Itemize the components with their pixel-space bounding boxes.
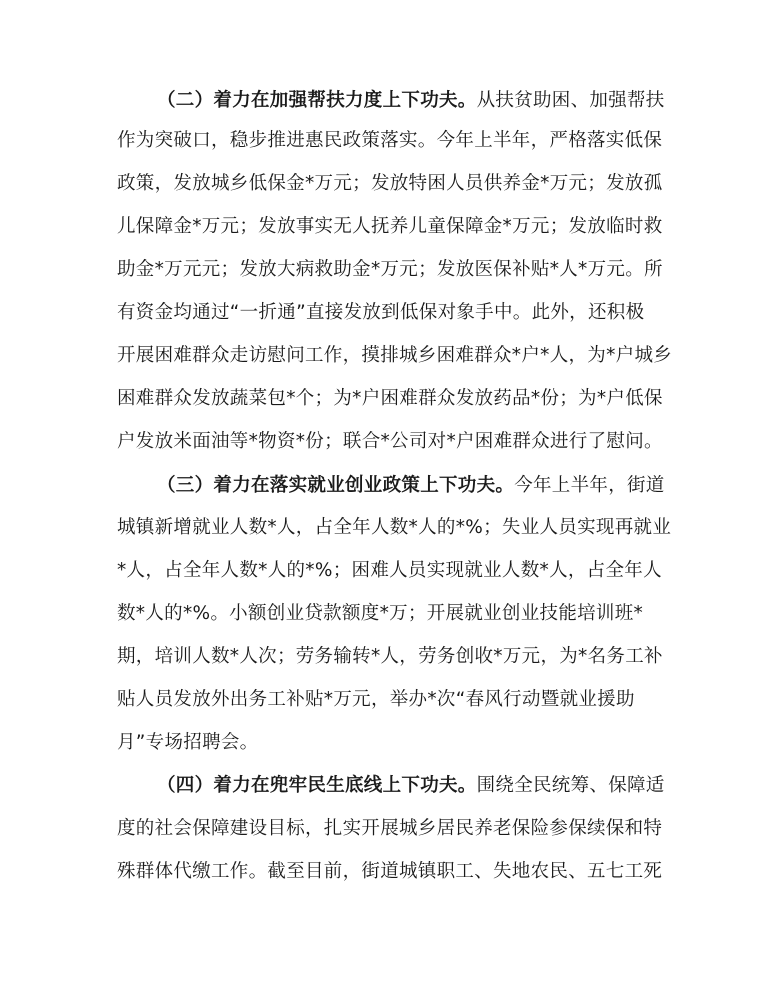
section-3-first-line [157,473,665,499]
paragraph-line: 户发放米面油等*物资*份；联合*公司对*户困难群众进行了慰问。 [117,431,663,452]
paragraph-line: 有资金均通过“一折通”直接发放到低保对象手中。此外，还积极 [117,302,645,323]
section-2-first-line [157,88,665,114]
paragraph-line: 月”专场招聘会。 [117,732,259,753]
section-4-heading: （四）着力在兜牢民生底线上下功夫。 [157,775,477,796]
paragraph-line: 助金*万元元；发放大病救助金*万元；发放医保补贴*人*万元。所 [117,259,663,280]
paragraph-line: 作为突破口，稳步推进惠民政策落实。今年上半年，严格落实低保 [117,130,663,151]
paragraph-line: 度的社会保障建设目标，扎实开展城乡居民养老保险参保续保和特 [117,818,663,839]
section-3-heading: （三）着力在落实就业创业政策上下功夫。 [157,475,515,496]
paragraph-line: 贴人员发放外出务工补贴*万元，举办*次“春风行动暨就业援助 [117,689,635,710]
paragraph-line: 期，培训人数*人次；劳务输转*人，劳务创收*万元，为*名务工补 [117,646,663,667]
section-4-first-line-text: 围绕全民统筹、保障适 [476,775,665,796]
section-4-first-line [157,773,665,799]
section-2-heading: （二）着力在加强帮扶力度上下功夫。 [157,90,477,111]
paragraph-line: 儿保障金*万元；发放事实无人抚养儿童保障金*万元；发放临时救 [117,216,663,237]
paragraph-line: 城镇新增就业人数*人，占全年人数*人的*%；失业人员实现再就业 [117,517,672,538]
paragraph-line: *人，占全年人数*人的*%；困难人员实现就业人数*人，占全年人 [117,560,662,581]
paragraph-line: 开展困难群众走访慰问工作，摸排城乡困难群众*户*人，为*户城乡 [117,345,673,366]
paragraph-line: 政策，发放城乡低保金*万元；发放特困人员供养金*万元；发放孤 [117,173,663,194]
section-3-first-line-text: 今年上半年，街道 [514,475,665,496]
section-2-first-line-text: 从扶贫助困、加强帮扶 [476,90,665,111]
paragraph-line: 数*人的*%。小额创业贷款额度*万；开展就业创业技能培训班* [117,603,644,624]
paragraph-line: 殊群体代缴工作。截至目前，街道城镇职工、失地农民、五七工死 [117,861,663,882]
paragraph-line: 困难群众发放蔬菜包*个；为*户困难群众发放药品*份；为*户低保 [117,388,663,409]
